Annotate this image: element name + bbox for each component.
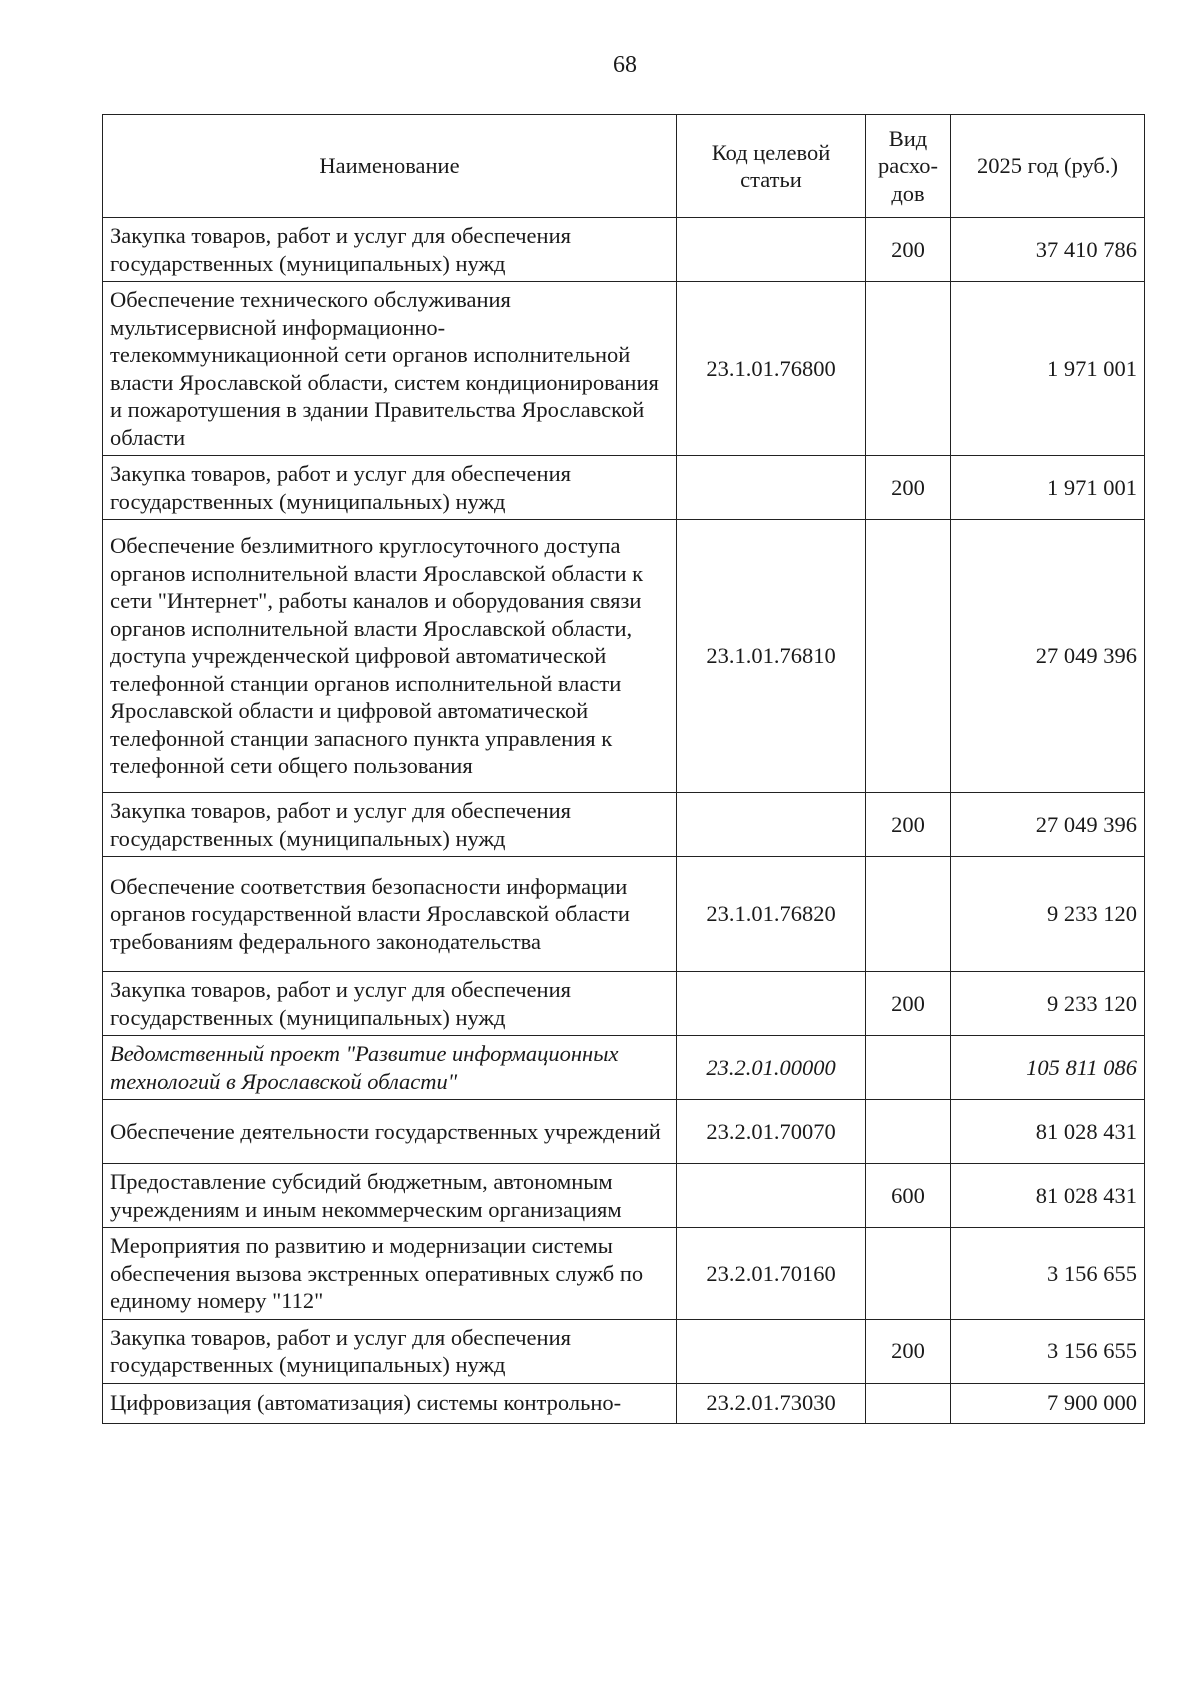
cell-type: [866, 1036, 951, 1100]
cell-amount: 37 410 786: [951, 218, 1145, 282]
cell-type: [866, 282, 951, 456]
page-number: 68: [613, 52, 637, 78]
cell-amount: 9 233 120: [951, 857, 1145, 972]
cell-type: 600: [866, 1164, 951, 1228]
cell-name: Закупка товаров, работ и услуг для обеспечения государственных (муниципальных) нужд: [103, 972, 677, 1036]
cell-name: Обеспечение безлимитного круглосуточного доступа органов исполнительной власти Ярославской области к сети "Интернет", работы каналов и оборудования связи органов исполнительной власти Ярославской области, доступа учрежденческой цифровой автоматической телефонной станции органов исполнительной власти Ярославской области и цифровой автоматической телефонной станции запасного пункта управления к телефонной сети общего пользования: [103, 520, 677, 793]
cell-amount: 7 900 000: [951, 1383, 1145, 1423]
cell-name: Предоставление субсидий бюджетным, автономным учреждениям и иным некоммерческим организациям: [103, 1164, 677, 1228]
cell-amount: 3 156 655: [951, 1228, 1145, 1320]
cell-name: Цифровизация (автоматизация) системы контрольно-: [103, 1383, 677, 1423]
cell-type: [866, 1383, 951, 1423]
cell-name: Ведомственный проект "Развитие информационных технологий в Ярославской области": [103, 1036, 677, 1100]
cell-name: Обеспечение соответствия безопасности информации органов государственной власти Ярославской области требованиям федерального законодательства: [103, 857, 677, 972]
cell-type: 200: [866, 972, 951, 1036]
table-header-row: [103, 115, 1145, 218]
cell-type: 200: [866, 456, 951, 520]
cell-amount: 27 049 396: [951, 520, 1145, 793]
cell-type: [866, 1100, 951, 1164]
cell-code: [677, 972, 866, 1036]
cell-type: [866, 520, 951, 793]
cell-code: [677, 218, 866, 282]
table-row: [103, 520, 1145, 793]
cell-type: 200: [866, 1319, 951, 1383]
cell-name: Закупка товаров, работ и услуг для обеспечения государственных (муниципальных) нужд: [103, 793, 677, 857]
cell-amount: 1 971 001: [951, 456, 1145, 520]
cell-type: 200: [866, 793, 951, 857]
table-row: [103, 1228, 1145, 1320]
table-row: [103, 1164, 1145, 1228]
cell-code: [677, 1164, 866, 1228]
table-row: [103, 456, 1145, 520]
budget-table: [102, 114, 1145, 1424]
cell-type: [866, 1228, 951, 1320]
cell-code: [677, 456, 866, 520]
header-year: 2025 год (руб.): [951, 115, 1145, 218]
cell-code: [677, 1319, 866, 1383]
cell-code: 23.1.01.76800: [677, 282, 866, 456]
cell-amount: 105 811 086: [951, 1036, 1145, 1100]
cell-name: Обеспечение технического обслуживания мультисервисной информационно-телекоммуникационной сети органов исполнительной власти Ярославской области, систем кондиционирования и пожаротушения в здании Правительства Ярославской области: [103, 282, 677, 456]
cell-amount: 81 028 431: [951, 1100, 1145, 1164]
cell-code: 23.2.01.00000: [677, 1036, 866, 1100]
header-name: Наименование: [103, 115, 677, 218]
cell-name: Закупка товаров, работ и услуг для обеспечения государственных (муниципальных) нужд: [103, 1319, 677, 1383]
header-type: Вид расхо-дов: [866, 115, 951, 218]
cell-amount: 1 971 001: [951, 282, 1145, 456]
table-row: [103, 857, 1145, 972]
cell-code: 23.2.01.70070: [677, 1100, 866, 1164]
cell-code: 23.1.01.76820: [677, 857, 866, 972]
cell-name: Закупка товаров, работ и услуг для обеспечения государственных (муниципальных) нужд: [103, 218, 677, 282]
cell-code: 23.2.01.73030: [677, 1383, 866, 1423]
table-row: [103, 972, 1145, 1036]
cell-name: Обеспечение деятельности государственных учреждений: [103, 1100, 677, 1164]
header-code: Код целевой статьи: [677, 115, 866, 218]
cell-code: 23.2.01.70160: [677, 1228, 866, 1320]
table-row: [103, 1319, 1145, 1383]
cell-type: 200: [866, 218, 951, 282]
table-row: [103, 1383, 1145, 1423]
table-row: [103, 218, 1145, 282]
table-row: [103, 282, 1145, 456]
table-row: [103, 1036, 1145, 1100]
cell-amount: 81 028 431: [951, 1164, 1145, 1228]
cell-name: Закупка товаров, работ и услуг для обеспечения государственных (муниципальных) нужд: [103, 456, 677, 520]
cell-amount: 9 233 120: [951, 972, 1145, 1036]
cell-code: [677, 793, 866, 857]
cell-amount: 27 049 396: [951, 793, 1145, 857]
cell-code: 23.1.01.76810: [677, 520, 866, 793]
cell-amount: 3 156 655: [951, 1319, 1145, 1383]
cell-type: [866, 857, 951, 972]
table-row: [103, 1100, 1145, 1164]
table-row: [103, 793, 1145, 857]
cell-name: Мероприятия по развитию и модернизации системы обеспечения вызова экстренных оперативных служб по единому номеру "112": [103, 1228, 677, 1320]
